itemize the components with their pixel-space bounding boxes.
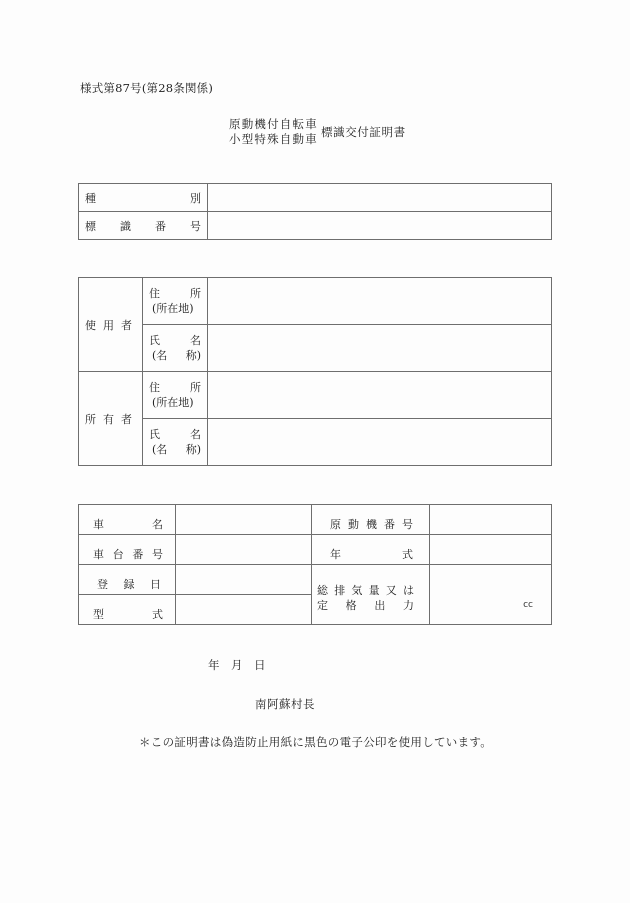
table-row-owner-address (79, 372, 552, 419)
label-char: 車 (93, 548, 104, 561)
label-char: 格 (345, 598, 357, 612)
label-name (143, 419, 208, 466)
label-char: は (402, 583, 414, 597)
vehicle-type-moped: 原動機付自転車 (229, 117, 318, 131)
value-plate-number[interactable] (208, 212, 552, 240)
label-char: 型 (93, 608, 104, 621)
label-sub: (所在地) (152, 302, 194, 315)
document-title: 標識交付証明書 (321, 125, 406, 139)
label-engine-number (312, 505, 430, 535)
label-char: 有 (103, 412, 114, 426)
label-char: 番 (384, 518, 395, 531)
label-char: 登 (97, 578, 108, 591)
label-char: 力 (402, 598, 414, 612)
label-model (79, 595, 176, 625)
table-row-2 (79, 535, 552, 565)
label-char: (名 (152, 443, 168, 456)
label-char: 年 (330, 548, 341, 561)
label-char: 量 (368, 583, 380, 597)
label-registration-date (79, 565, 176, 595)
value-registration-date[interactable] (176, 565, 312, 595)
label-char: 号 (190, 219, 201, 233)
label-char: 標 (85, 219, 96, 233)
label-char: 称) (185, 349, 201, 362)
table-row-plate-number (79, 212, 552, 240)
label-vehicle-name (79, 505, 176, 535)
label-address (143, 278, 208, 325)
label-char: 名 (190, 428, 201, 441)
value-model[interactable] (176, 595, 312, 625)
label-model-year (312, 535, 430, 565)
vehicle-types (229, 117, 318, 147)
unit-cc: cc (523, 600, 533, 610)
label-displacement (312, 565, 430, 625)
vehicle-details-table (78, 504, 552, 625)
label-char: 台 (112, 548, 124, 561)
label-owner (79, 372, 143, 466)
label-char: 式 (152, 608, 163, 621)
table-row-class (79, 184, 552, 212)
value-user-name[interactable] (208, 325, 552, 372)
value-vehicle-name[interactable] (176, 505, 312, 535)
label-chassis-number (79, 535, 176, 565)
label-char: 住 (149, 381, 160, 394)
parties-table (78, 277, 552, 466)
label-char: 所 (190, 381, 201, 394)
label-class (79, 184, 208, 212)
label-char: 番 (132, 548, 144, 561)
label-char: 称) (185, 443, 201, 456)
label-char: 気 (351, 583, 363, 597)
label-char: 者 (121, 412, 132, 426)
label-char: 住 (149, 287, 160, 300)
label-char: 用 (103, 318, 114, 332)
issuer: 南阿蘇村長 (255, 697, 315, 711)
label-char: (名 (152, 349, 168, 362)
label-char: 車 (93, 518, 104, 531)
value-displacement[interactable] (430, 565, 552, 625)
value-class[interactable] (208, 184, 552, 212)
label-char: 氏 (149, 334, 160, 347)
label-char: 名 (152, 518, 163, 531)
form-number: 様式第87号(第28条関係) (80, 81, 214, 95)
label-char: 排 (334, 583, 346, 597)
label-char: 動 (348, 518, 359, 531)
label-char: 別 (190, 191, 201, 205)
label-sub: (所在地) (152, 396, 194, 409)
label-char: 出 (374, 598, 386, 612)
label-char: 氏 (149, 428, 160, 441)
label-char: 又 (385, 583, 397, 597)
label-user (79, 278, 143, 372)
table-row-user-address (79, 278, 552, 325)
label-char: 日 (150, 578, 161, 591)
value-model-year[interactable] (430, 535, 552, 565)
label-char: 番 (155, 219, 166, 233)
table-row-1 (79, 505, 552, 535)
label-char: 所 (85, 412, 96, 426)
label-char: 号 (402, 518, 413, 531)
label-char: 識 (120, 219, 131, 233)
value-owner-name[interactable] (208, 419, 552, 466)
label-char: 号 (151, 548, 163, 561)
vehicle-class-table (78, 183, 552, 240)
table-row-owner-name (79, 419, 552, 466)
label-char: 総 (317, 583, 328, 597)
table-row-user-name (79, 325, 552, 372)
label-char: 名 (190, 334, 201, 347)
label-char: 式 (402, 548, 413, 561)
label-name (143, 325, 208, 372)
label-address (143, 372, 208, 419)
label-char: 所 (190, 287, 201, 300)
issue-date: 年 月 日 (208, 658, 266, 672)
value-owner-address[interactable] (208, 372, 552, 419)
vehicle-type-small-special: 小型特殊自動車 (229, 132, 318, 146)
label-char: 者 (121, 318, 132, 332)
security-note: ＊この証明書は偽造防止用紙に黒色の電子公印を使用しています。 (139, 735, 493, 749)
table-row-3 (79, 565, 552, 595)
label-char: 機 (366, 518, 377, 531)
label-char: 使 (85, 318, 96, 332)
value-chassis-number[interactable] (176, 535, 312, 565)
label-char: 定 (317, 598, 328, 612)
label-plate-number (79, 212, 208, 240)
label-char: 録 (123, 578, 135, 591)
value-engine-number[interactable] (430, 505, 552, 535)
label-char: 種 (85, 191, 96, 205)
label-char: 原 (330, 518, 341, 531)
value-user-address[interactable] (208, 278, 552, 325)
